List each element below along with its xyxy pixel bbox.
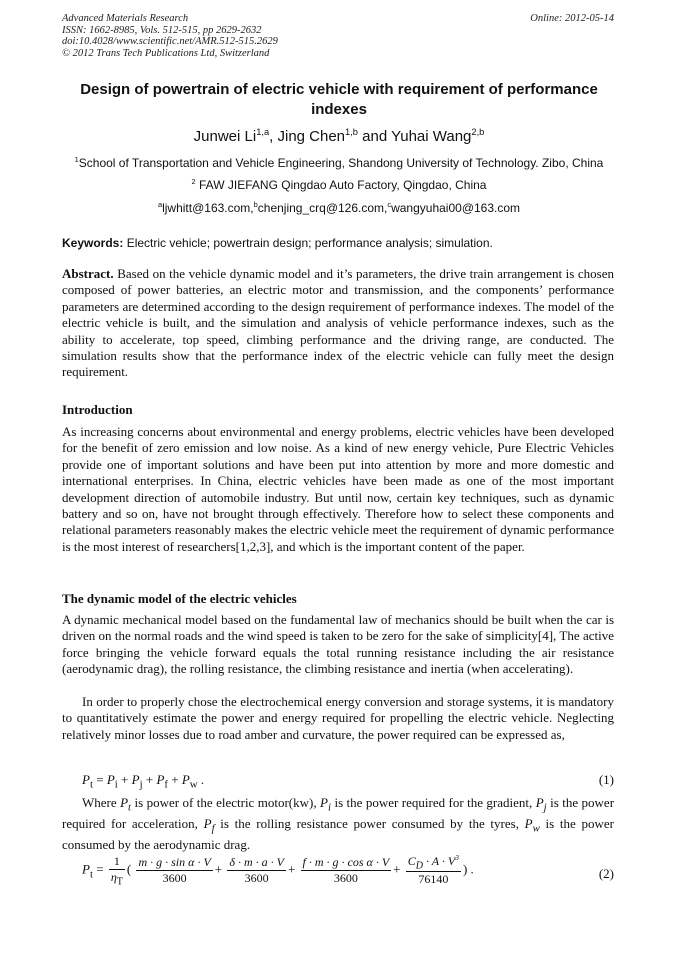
equation-1: $P_t = P_i + P_j + P_f + P_w$ . xyxy=(82,772,205,791)
online-date: Online: 2012-05-14 xyxy=(530,13,614,24)
equation-1-number: (1) xyxy=(598,772,614,787)
email-link[interactable]: ljwhitt@163.com, xyxy=(162,201,254,215)
abstract-text: Based on the vehicle dynamic model and it’s parameters, the drive train arrangement is chosen composed of power batteries, an electric motor and transmission, and the components’ performance parameters are determined according to the design requirement of performance indexes. The model of the electric vehicle is built, and the simulation and analysis of vehicle performance indexes, such as the ability to accelerate, top speed, climbing performance and the driving range, are conducted. The simulation results show that the performance index of the electric vehicle can fully meet the design requirement. xyxy=(62,266,614,380)
author-name: Yuhai Wang xyxy=(391,128,472,145)
eq2-frac-3: $\frac{\text{f · m · g · cos α · V}}{3600}$ xyxy=(302,855,390,886)
intro-text: As increasing concerns about environmental and energy problems, electric vehicles have been developed for the benefit of zero emission and low noise. As a kind of new energy vehicle, Pure Electric Vehicles provide one of important solutions and have been put into attention by more and more domestic and international enterprises. In China, electric vehicles have been made as one of the most important development direction of automobile industry. But until now, certain key techniques, such as dynamic battery and so on, have not brought through effectively. Therefore how to select these components and relational parameters reasonably makes the electric vehicle meet the requirement of dynamic performance is the most interest of researchers[1,2,3], and which is the important content of the paper. xyxy=(62,424,614,554)
email-link[interactable]: chenjing_crq@126.com, xyxy=(257,201,388,215)
eq2-frac-2: $\frac{\delta \cdot m \cdot a \cdot V}{3600}$ xyxy=(229,855,284,886)
author-sup: 1,a xyxy=(256,127,270,137)
equation-2-number: (2) xyxy=(598,866,614,881)
doi-line: doi:10.4028/www.scientific.net/AMR.512-515.2629 xyxy=(62,36,278,47)
affiliation-2: $^2$ FAW JIEFANG Qingdao Auto Factory, Qingdao, China xyxy=(191,177,487,192)
dynamic-para-2: In order to properly chose the electrochemical energy conversion and storage systems, it is mandatory to quantitatively estimate the power and energy required for propelling the electric vehicle. Neglecting relatively minor losses due to road amber and curvature, the power required can be expressed as, xyxy=(62,694,614,742)
copyright-line: © 2012 Trans Tech Publications Ltd, Switzerland xyxy=(62,47,270,59)
author-emails: $^a$ljwhitt@163.com,$^b$chenjing_crq@126.com,$^c$wangyuhai00@163.com xyxy=(157,200,521,215)
author-sup: 2,b xyxy=(471,127,485,137)
email-link[interactable]: wangyuhai00@163.com xyxy=(391,201,521,215)
eq2-frac-eta: $\frac{1}{\eta_T}$ xyxy=(110,854,123,888)
intro-heading: Introduction xyxy=(62,402,133,417)
eq2-frac-1: $\frac{\text{m · g · sin α · V}}{3600}$ xyxy=(138,855,211,886)
keywords: Keywords: Electric vehicle; powertrain design; performance analysis; simulation. xyxy=(62,236,493,250)
dynamic-para-3: Where $P_t$ is power of the electric motor(kw), $P_i$ is the power required for the gradient, $P_j$ is the power required for acceleration, $P_f$ is the rolling resistance power consumed by the tyres, $P_w$ is the power consumed by the aerodynamic drag. xyxy=(62,795,615,852)
author-line: Junwei Li$^{1,a}$, Jing Chen$^{1,b}$ and Yuhai Wang$^{2,b}$ xyxy=(193,127,485,145)
journal-name: Advanced Materials Research xyxy=(62,13,189,24)
abstract-label: Abstract. xyxy=(62,266,114,281)
author-name: Jing Chen xyxy=(277,128,346,145)
abstract xyxy=(62,266,614,381)
author-sup: 1,b xyxy=(345,127,358,137)
dynamic-para-1: A dynamic mechanical model based on the fundamental law of mechanics should be built when the car is driven on the normal roads and the wind speed is taken to be zero for the sake of simplicity[4], The active force bringing the vehicle forward equals the total running resistance including the air resistance (aerodynamic drag), the rolling resistance, the climbing resistance and inertia (when accelerating). xyxy=(62,612,614,677)
affiliation-1: $^1$School of Transportation and Vehicle Engineering, Shandong University of Technology. Zibo, China xyxy=(74,155,604,170)
equation-2: $P_t$ = $\frac{1}{\eta_T}$ ( $\frac{\text{m · g · sin α · V}}{3600}$ + $\frac{\delta \cdot m \cdot a \cdot V}{3600}$ + $\frac{\text{f · m · g · cos α · V}}{3600}$ + $\frac{C_D \cdot A \cdot V^3}{76140}$ ) . xyxy=(82,853,474,888)
paper-title: Design of powertrain of electric vehicle with requirement of performance indexes xyxy=(80,81,598,118)
issn-line: ISSN: 1662-8985, Vols. 512-515, pp 2629-2632 xyxy=(62,24,262,36)
eq2-frac-4: $\frac{C_D \cdot A \cdot V^3}{76140}$ xyxy=(407,853,459,887)
author-name: Junwei Li xyxy=(193,128,257,145)
dynamic-heading: The dynamic model of the electric vehicles xyxy=(62,591,297,606)
journal-header xyxy=(62,13,278,59)
